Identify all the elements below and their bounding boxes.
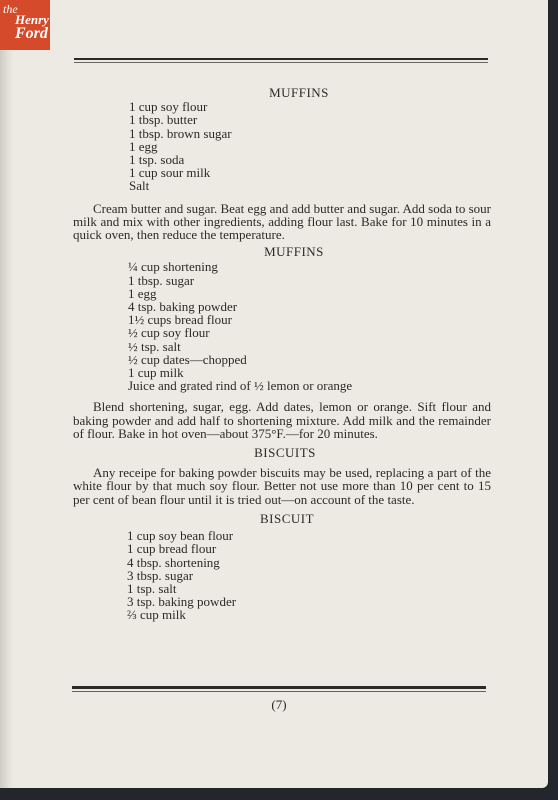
ingredient: 1 tbsp. butter — [129, 112, 198, 128]
recipe-directions: Any receipe for baking powder biscuits may be used, replacing a part of the white flour by that much soy flour. Better not use more than 10 per cent to 15 per cent of bean flour until it is tried out—on account of the taste. — [73, 465, 491, 507]
ingredient: Juice and grated rind of ½ lemon or orange — [128, 378, 353, 394]
ingredient: 4 tbsp. shortening — [127, 554, 220, 570]
ingredient: ½ cup soy flour — [128, 325, 210, 341]
ingredient-list — [129, 100, 491, 192]
recipe-title: BISCUITS — [254, 445, 316, 461]
recipe-muffins-1 — [73, 86, 491, 241]
ingredient: 1 egg — [129, 138, 158, 154]
bottom-rule — [72, 686, 486, 689]
page-number: (7) — [271, 697, 287, 712]
top-rule-thin — [74, 62, 488, 63]
ingredient: Salt — [129, 178, 150, 194]
recipe-title: MUFFINS — [269, 85, 329, 100]
ingredient: 1 tsp. soda — [129, 152, 185, 168]
ingredient: 1 cup milk — [128, 365, 184, 381]
bottom-rule-thin — [72, 691, 486, 692]
recipe-content — [73, 86, 491, 622]
page-spine-shadow — [0, 0, 14, 788]
logo-ford-text: Ford — [15, 25, 48, 42]
ingredient: 4 tsp. baking powder — [128, 299, 238, 315]
recipe-directions: Blend shortening, sugar, egg. Add dates, lemon or orange. Sift flour and baking powder and add half to shortening mixture. Add milk and the remainder of flour. Bake in hot oven—about 375°F.—for 20 minutes. — [73, 399, 491, 441]
logo-henry-text: Henry — [15, 12, 49, 27]
ingredient: 1 cup soy flour — [129, 99, 208, 115]
ingredient: ¼ cup shortening — [128, 259, 218, 275]
recipe-biscuits — [73, 446, 491, 506]
ingredient-list — [127, 529, 491, 621]
recipe-muffins-2 — [73, 245, 491, 440]
recipe-directions: Cream butter and sugar. Beat egg and add butter and sugar. Add soda to sour milk and mix with other ingredients, adding flour last. Bake for 10 minutes in a quick oven, then reduce the temperature. — [73, 200, 491, 243]
ingredient-list — [128, 260, 491, 392]
ingredient: ½ tsp. salt — [128, 338, 181, 354]
ingredient: 1 cup sour milk — [129, 165, 211, 181]
logo-the-text: the — [3, 2, 18, 16]
top-rule — [74, 58, 488, 60]
ingredient: 1 tsp. salt — [127, 580, 177, 596]
recipe-biscuit — [73, 512, 491, 622]
ingredient: 1 egg — [128, 285, 157, 301]
recipe-title: BISCUIT — [259, 510, 315, 526]
ingredient: 1 cup bread flour — [127, 541, 217, 557]
recipe-title: MUFFINS — [264, 244, 324, 260]
ingredient: 1½ cups bread flour — [128, 312, 232, 328]
ingredient: 1 tbsp. sugar — [128, 272, 195, 288]
ingredient: ⅔ cup milk — [127, 607, 186, 623]
ingredient: ½ cup dates—chopped — [128, 351, 247, 367]
ingredient: 3 tsp. baking powder — [127, 594, 237, 610]
ingredient: 3 tbsp. sugar — [127, 567, 194, 583]
ingredient: 1 tbsp. brown sugar — [129, 125, 232, 141]
henry-ford-logo — [0, 0, 50, 50]
ingredient: 1 cup soy bean flour — [127, 528, 234, 544]
